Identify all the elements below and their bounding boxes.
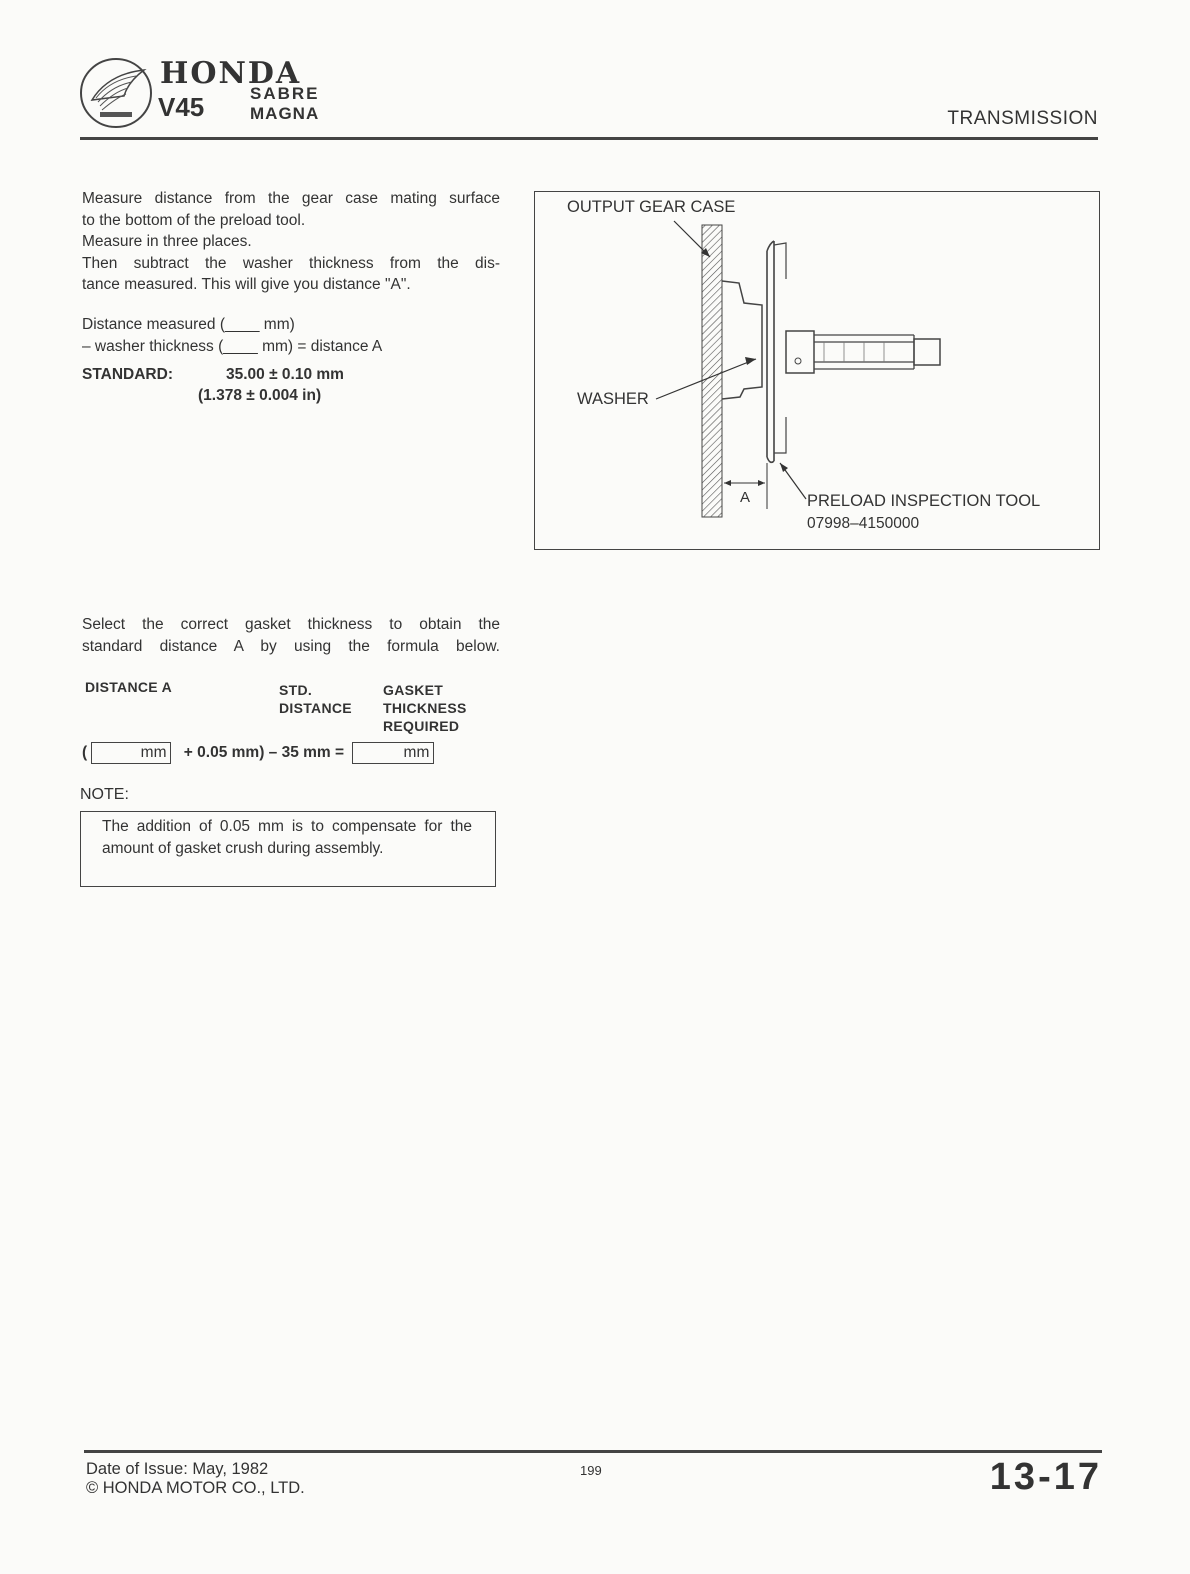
formula-col-gasket-thickness	[383, 681, 467, 735]
gear-case-wall	[702, 225, 722, 517]
header-divider	[80, 137, 1098, 140]
distance-measured-line: Distance measured (____ mm)	[82, 316, 295, 333]
preload-tool-label: PRELOAD INSPECTION TOOL	[807, 492, 1041, 510]
gasket-thickness-box: mm	[352, 742, 434, 764]
standard-imperial-value: (1.378 ± 0.004 in)	[198, 387, 322, 404]
tool-number-label: 07998–4150000	[807, 515, 920, 532]
washer-label: WASHER	[577, 390, 649, 408]
instruction-line: Then subtract the washer thickness from the dis-	[82, 254, 500, 272]
instruction-line: Select the correct gasket thickness to obtain the	[82, 616, 500, 633]
footer-divider	[84, 1450, 1102, 1453]
col-std-line-2: DISTANCE	[279, 700, 352, 716]
preload-tool-plate	[767, 241, 774, 462]
instruction-line: to the bottom of the preload tool.	[82, 211, 306, 229]
copyright: © HONDA MOTOR CO., LTD.	[86, 1479, 305, 1497]
formula-open-paren: (	[82, 744, 88, 761]
instruction-line: standard distance A by using the formula below.	[82, 637, 500, 655]
page-number: 13-17	[989, 1456, 1102, 1498]
instruction-line: Measure distance from the gear case mating surface	[82, 190, 500, 207]
honda-wing-emblem	[78, 56, 154, 130]
standard-value: 35.00 ± 0.10 mm	[226, 366, 344, 383]
issue-date: Date of Issue: May, 1982	[86, 1460, 269, 1478]
instruction-line: tance measured. This will give you distance "A".	[82, 276, 411, 293]
model-variant-sabre: SABRE	[250, 84, 320, 103]
section-title: TRANSMISSION	[947, 108, 1098, 129]
washer-thickness-line: – washer thickness (____ mm) = distance A	[82, 338, 383, 355]
col-gasket-line-2: THICKNESS	[383, 700, 467, 716]
col-gasket-line-3: REQUIRED	[383, 718, 460, 734]
washer-profile	[722, 281, 762, 399]
formula-col-distance-a: DISTANCE A	[85, 679, 172, 695]
output-gear-case-label: OUTPUT GEAR CASE	[567, 198, 736, 216]
note-label: NOTE:	[80, 786, 129, 803]
instruction-line: Measure in three places.	[82, 233, 252, 250]
gasket-selection-instructions	[82, 614, 500, 657]
col-std-line-1: STD.	[279, 682, 313, 698]
dimension-a-label: A	[740, 489, 751, 506]
model-variant-magna: MAGNA	[250, 104, 320, 123]
note-text: The addition of 0.05 mm is to compensate for the amount of gasket crush during assembly.	[102, 818, 472, 857]
formula-col-std-distance	[279, 681, 352, 717]
page-serial: 199	[580, 1463, 602, 1478]
distance-a-input-box: mm	[91, 742, 171, 764]
model-name: V45	[158, 92, 205, 122]
gasket-formula	[82, 742, 434, 768]
formula-middle: + 0.05 mm) – 35 mm =	[183, 744, 345, 761]
output-shaft	[786, 331, 814, 373]
col-gasket-line-1: GASKET	[383, 682, 444, 698]
measurement-instructions	[82, 188, 500, 296]
brand-name: HONDA	[160, 56, 302, 91]
standard-label: STANDARD:	[82, 366, 173, 383]
